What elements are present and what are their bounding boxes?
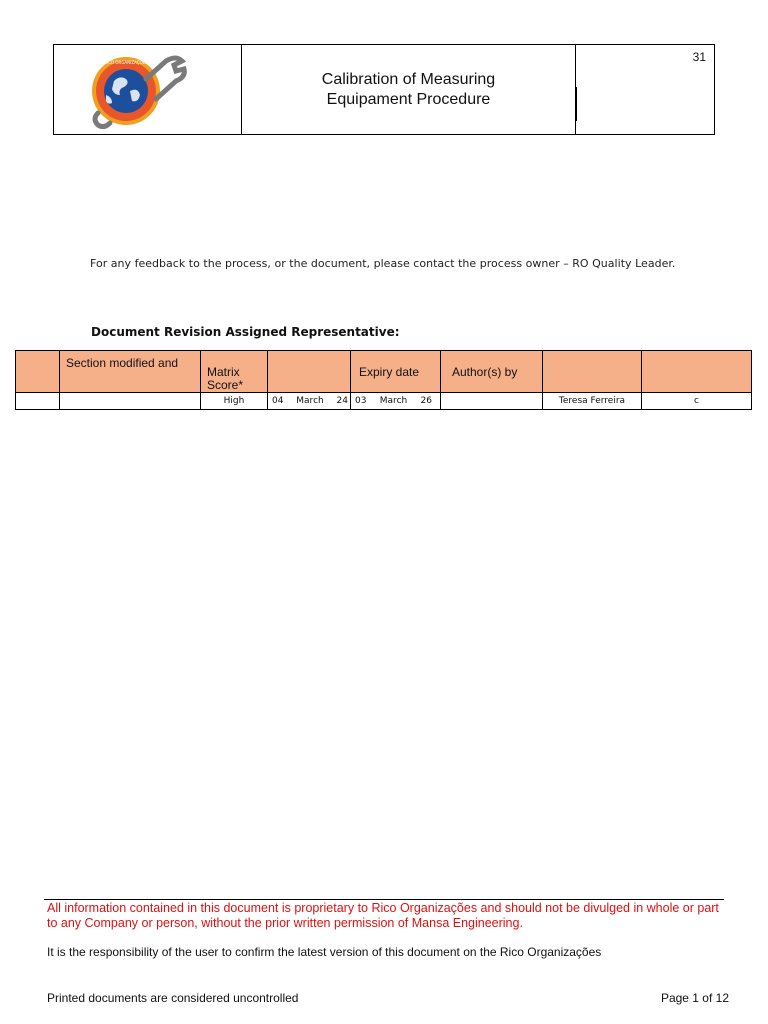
header-cell — [642, 351, 752, 393]
start-date-cell — [268, 393, 351, 410]
header-cell — [543, 351, 642, 393]
matrix-score-value: High — [201, 393, 268, 410]
logo-ring-text: RICO ORGANIZAÇÕES — [104, 60, 148, 65]
uncontrolled-note: Printed documents are considered uncontrolled — [47, 991, 299, 1005]
footer-divider — [44, 899, 724, 900]
revision-heading: Document Revision Assigned Representative: — [91, 325, 400, 339]
confidentiality-notice: All information contained in this document is proprietary to Rico Organizações and should not be divulged in whole or part to any Company or person, without the prior written permission of Mansa Engineering. — [47, 901, 719, 930]
responsibility-note: It is the responsibility of the user to confirm the latest version of this document on the Rico Organizações — [47, 945, 602, 959]
expiry-year: 26 — [420, 396, 432, 406]
table-cell: c — [642, 393, 752, 410]
doc-number-cell — [576, 45, 714, 134]
header-matrix-score: Matrix Score* — [201, 351, 268, 393]
doc-number: 31 — [692, 50, 706, 64]
feedback-note: For any feedback to the process, or the document, please contact the process owner – RO Quality Leader. — [90, 257, 676, 270]
title-cell — [242, 45, 576, 134]
revision-table — [15, 350, 752, 410]
header-authors: Author(s) by — [441, 351, 543, 393]
approver-name: Teresa Ferreira — [543, 393, 642, 410]
title-line-1: Calibration of Measuring — [321, 70, 496, 88]
document-title — [294, 70, 524, 110]
logo-cell — [54, 45, 242, 134]
company-logo — [78, 51, 204, 129]
document-header — [53, 44, 715, 135]
start-year: 24 — [336, 396, 348, 406]
header-expiry-date: Expiry date — [351, 351, 441, 393]
cell-divider-mark — [576, 87, 577, 121]
start-month: March — [296, 396, 324, 406]
start-day: 04 — [272, 396, 284, 406]
author-cell — [441, 393, 543, 410]
header-section-modified: Section modified and — [60, 351, 201, 393]
expiry-date-cell — [351, 393, 441, 410]
header-cell — [16, 351, 60, 393]
header-cell — [268, 351, 351, 393]
page-number: Page 1 of 12 — [660, 991, 729, 1005]
revision-header-row — [16, 351, 752, 393]
title-line-2: Equipament Procedure — [326, 90, 491, 108]
expiry-month: March — [379, 396, 408, 406]
expiry-day: 03 — [355, 396, 367, 406]
table-row — [16, 393, 752, 410]
table-cell — [16, 393, 60, 410]
table-cell — [60, 393, 201, 410]
